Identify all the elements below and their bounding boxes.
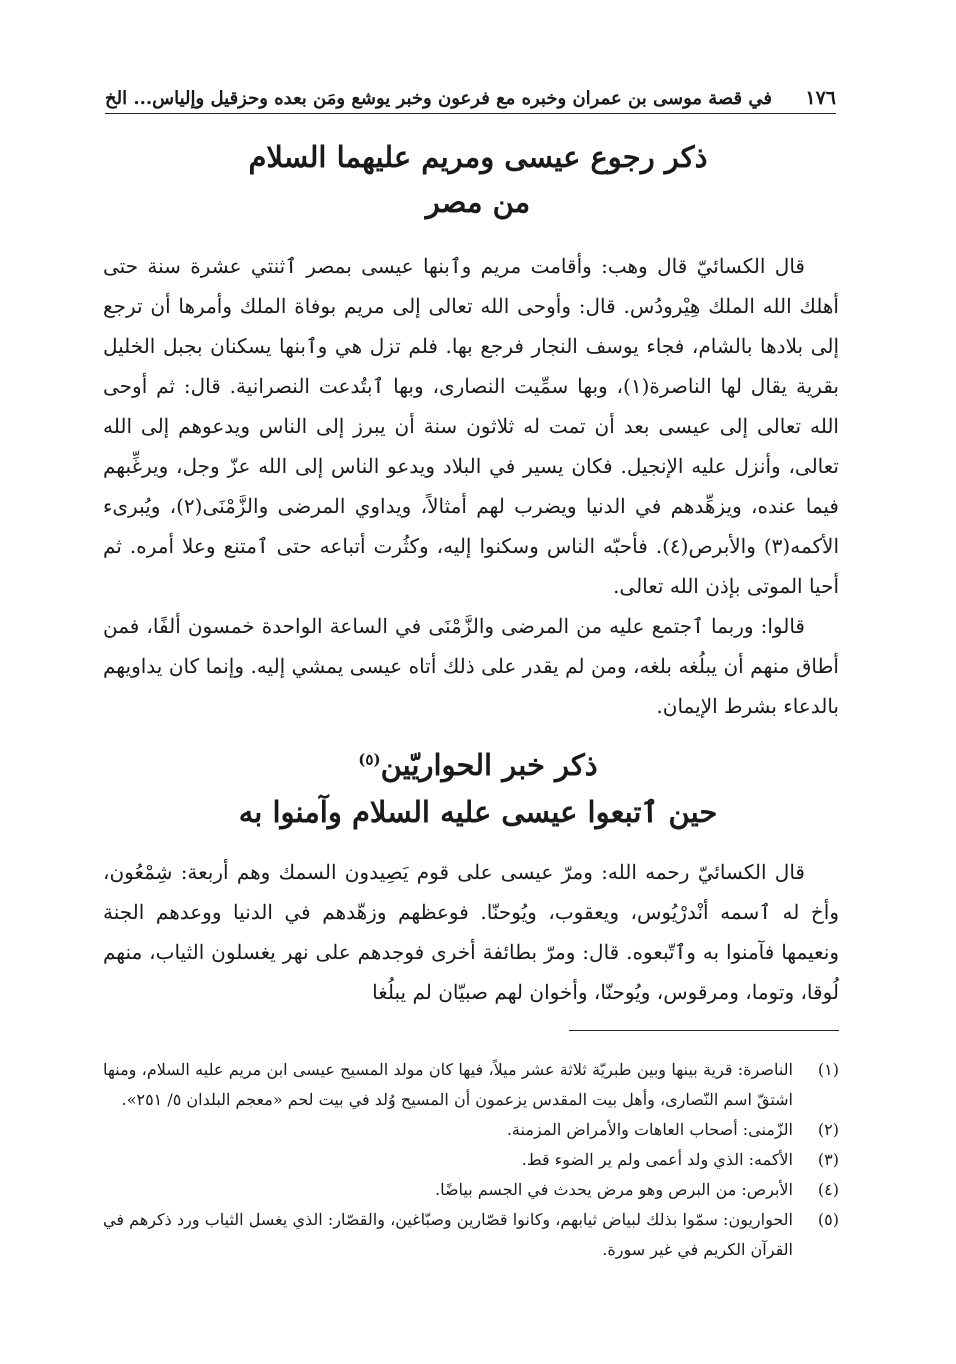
running-header bbox=[105, 80, 836, 114]
footnote-item bbox=[103, 1055, 839, 1115]
footnote-text: الأكمه: الذي ولد أعمى ولم ير الضوء قط. bbox=[521, 1150, 793, 1169]
running-title: في قصة موسى بن عمران وخبره مع فرعون وخبر يوشع ومَن بعده وحزقيل وإلياس... الخ bbox=[105, 88, 773, 109]
section-body bbox=[103, 246, 839, 726]
section-heading-disciples bbox=[100, 748, 856, 830]
paragraph: قال الكسائيّ قال وهب: وأقامت مريم وٱبنها عيسى بمصر ٱثنتي عشرة سنة حتى أهلك الله الملك هِيْرودُس. قال: وأوحى الله تعالى إلى مريم بوفاة الملك وأمرها أن ترجع إلى بلادها بالشام، فجاء يوسف النجار فرجع بها. فلم تزل هي وٱبنها يسكنان بجبل الخليل بقرية يقال لها الناصرة(١)، وبها سمِّيت النصارى، وبها ٱبتُدعت النصرانية. قال: ثم أوحى الله تعالى إلى عيسى بعد أن تمت له ثلاثون سنة أن يبرز إلى الناس ويدعوهم إلى الله تعالى، وأنزل عليه الإنجيل. فكان يسير في البلاد ويدعو الناس إلى الله عزّ وجل، ويرغِّبهم فيما عنده، ويزهِّدهم في الدنيا ويضرب لهم أمثالاً، ويداوي المرضى والزَّمْنَى(٢)، ويُبرىء الأكمه(٣) والأبرص(٤). فأحبّه الناس وسكنوا إليه، وكثُرت أتباعه حتى ٱمتنع وعلا أمره. ثم أحيا الموتى بإذن الله تعالى. bbox=[103, 254, 839, 598]
section-heading-return-from-egypt bbox=[100, 140, 856, 220]
paragraph: قال الكسائيّ رحمه الله: ومرّ عيسى على قوم يَصِيدون السمك وهم أربعة: شِمْعُون، وأخ له ٱسمه أنْدرْيُوس، ويعقوب، ويُوحنّا. فوعظهم وزهّدهم في الدنيا ووعدهم الجنة ونعيمها فآمنوا به وٱتّبعوه. قال: ومرّ بطائفة أخرى فوجدهم على نهر يغسلون الثياب، منهم لُوقا، وتوما، ومرقوس، ويُوحنّا، وأخوان لهم صبيّان لم يبلُغا bbox=[103, 860, 840, 1004]
footnote-text: الناصرة: قرية بينها وبين طبريّة ثلاثة عشر ميلاً، فيها كان مولد المسيح عيسى ابن مريم عليه السلام، ومنها اشتقّ اسم النّصارى، وأهل بيت المقدس يزعمون أن المسيح وُلد في بيت لحم «معجم البلدان ٥/ ٢٥١». bbox=[103, 1060, 793, 1109]
section-body bbox=[103, 852, 839, 1012]
footnotes bbox=[103, 1055, 839, 1265]
heading-line: ذكر رجوع عيسى ومريم عليهما السلام bbox=[248, 140, 708, 174]
footnote-item bbox=[103, 1205, 839, 1265]
footnote-item bbox=[103, 1115, 839, 1145]
footnote-divider bbox=[569, 1030, 839, 1031]
footnote-number: (٣) bbox=[817, 1150, 839, 1169]
paragraph: قالوا: وربما ٱجتمع عليه من المرضى والزَّمْنَى في الساعة الواحدة خمسون ألفًا، فمن أطاق منهم أن يبلُغه بلغه، ومن لم يقدر على ذلك أتاه عيسى يمشي إليه. وإنما كان يداويهم بالدعاء بشرط الإيمان. bbox=[103, 614, 839, 718]
footnote-item bbox=[103, 1145, 839, 1175]
footnote-item bbox=[103, 1175, 839, 1205]
footnote-number: (٢) bbox=[817, 1120, 839, 1139]
footnote-text: الزّمنى: أصحاب العاهات والأمراض المزمنة. bbox=[506, 1120, 793, 1139]
footnote-number: (١) bbox=[817, 1060, 839, 1079]
heading-line: حين ٱتبعوا عيسى عليه السلام وآمنوا به bbox=[238, 794, 718, 829]
footnote-text: الأبرص: من البرص وهو مرض يحدث في الجسم بياضًا. bbox=[434, 1180, 793, 1199]
heading-text: ذكر خبر الحواريّين bbox=[380, 748, 598, 782]
footnote-ref: (٥) bbox=[358, 750, 381, 769]
footnote-text: الحواريون: سمّوا بذلك لبياض ثيابهم، وكانوا قصّارين وصبّاغين، والقصّار: الذي يغسل الثياب ورد ذكرهم في القرآن الكريم في غير سورة. bbox=[103, 1210, 793, 1259]
footnote-number: (٥) bbox=[817, 1210, 839, 1229]
footnote-number: (٤) bbox=[817, 1180, 839, 1199]
page-number: ١٧٦ bbox=[805, 87, 836, 109]
heading-line: من مصر bbox=[425, 184, 531, 219]
heading-line bbox=[100, 748, 856, 783]
